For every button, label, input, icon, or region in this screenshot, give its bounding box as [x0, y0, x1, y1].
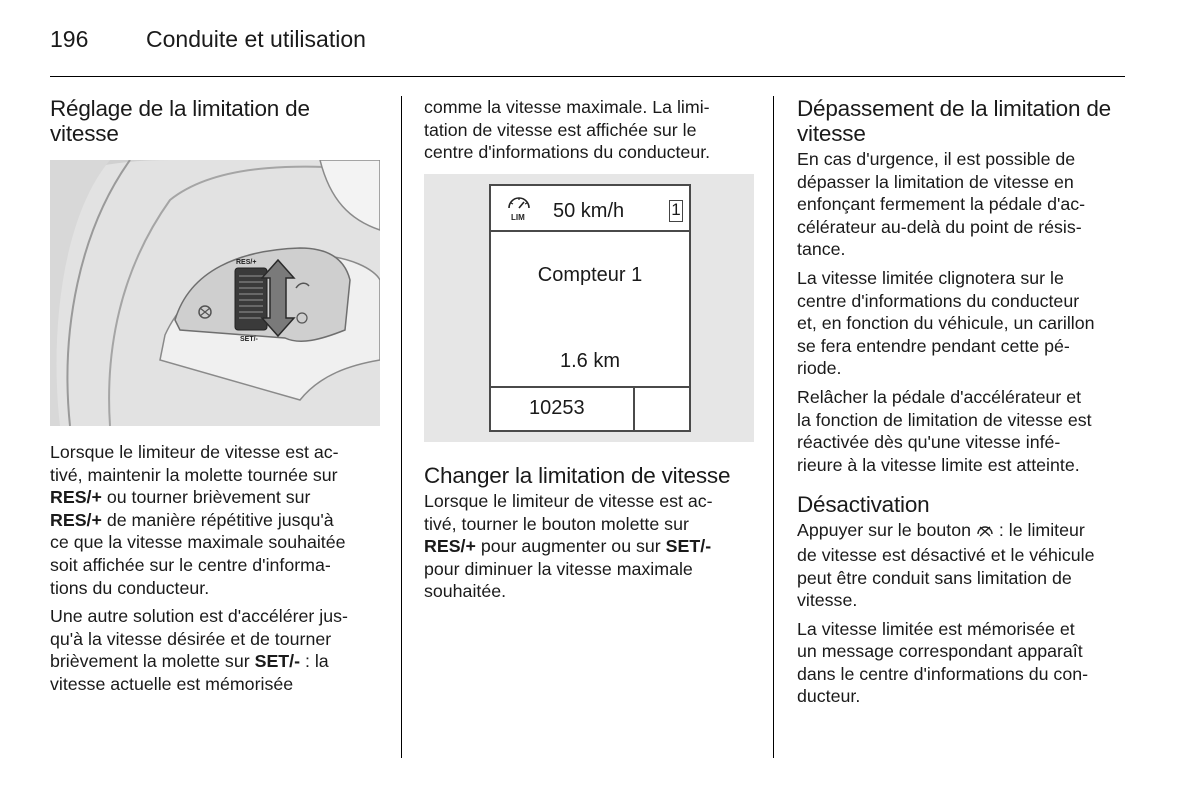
speed-limiter-cancel-icon — [976, 521, 994, 544]
column-divider — [773, 96, 774, 758]
display-bottom-row — [491, 386, 689, 430]
paragraph-text: pour augmenter ou sur — [475, 536, 666, 557]
paragraph: Relâcher la pédale d'accélérateur et la fonction de limitation de vitesse est réactivée dès qu'une vitesse infé- rieure à la vitesse limite est atteinte. — [797, 386, 1092, 475]
display-distance: 1.6 km — [559, 350, 621, 372]
column-2-body — [424, 463, 759, 609]
steering-wheel-illustration — [50, 160, 380, 426]
bold-label: RES/+ — [424, 536, 476, 557]
paragraph — [424, 490, 759, 603]
display-trip-label: Compteur 1 — [537, 264, 643, 286]
paragraph — [50, 605, 385, 695]
paragraph-text: Lorsque le limiteur de vitesse est ac- tivé, maintenir la molette tournée sur — [50, 442, 339, 485]
paragraph — [797, 519, 1127, 611]
paragraph-text: ou tourner brièvement sur — [106, 487, 311, 508]
driver-information-display-illustration — [424, 174, 754, 442]
column-divider — [401, 96, 402, 758]
bold-label: RES/+ — [50, 487, 102, 508]
display-speed: 50 km/h — [553, 200, 625, 222]
display-odometer: 10253 — [529, 397, 585, 419]
display-separator — [633, 388, 635, 430]
paragraph — [50, 441, 385, 599]
column-2 — [424, 96, 754, 170]
paragraph: comme la vitesse maximale. La limi- tation de vitesse est affichée sur le centre d'informations du conducteur. — [424, 97, 711, 163]
paragraph-text: Une autre solution est d'accélérer jus- qu'à la vitesse désirée et de tourner brièvement la molette sur — [50, 606, 348, 672]
section-title-reglage: Réglage de la limitation de vitesse — [50, 96, 310, 146]
chapter-title: Conduite et utilisation — [146, 26, 366, 52]
paragraph: La vitesse limitée est mémorisée et un message correspondant apparaît dans le centre d'informations du con- ducteur. — [797, 618, 1089, 707]
paragraph-text: pour diminuer la vitesse maximale souhaitée. — [424, 558, 693, 602]
display-gear: 1 — [669, 200, 683, 222]
page-header — [50, 26, 366, 56]
paragraph-text: : le limiteur de vitesse est désactivé et le véhicule peut être conduit sans limitation de vitesse. — [797, 520, 1095, 611]
column-1 — [50, 96, 380, 146]
bold-label: SET/- — [254, 651, 301, 672]
paragraph: En cas d'urgence, il est possible de dépasser la limitation de vitesse en enfonçant fermement la pédale d'ac- célérateur au-delà du point de résis- tance. — [797, 149, 1086, 260]
section-title-desactivation: Désactivation — [797, 492, 930, 518]
bold-label: RES/+ — [50, 509, 102, 530]
column-3 — [797, 96, 1127, 714]
section-title-depassement: Dépassement de la limitation de vitesse — [797, 96, 1111, 146]
paragraph-text: Appuyer sur le bouton — [797, 520, 976, 541]
driver-information-display — [489, 184, 691, 432]
speed-limiter-icon — [505, 194, 535, 229]
lim-label: LIM — [511, 213, 525, 222]
header-rule — [50, 76, 1125, 77]
paragraph-text: : la vitesse actuelle est mémorisée — [50, 651, 329, 694]
paragraph: La vitesse limitée clignotera sur le centre d'informations du conducteur et, en fonction du véhicule, un carillon se fera entendre pendant cette pé- riode. — [797, 267, 1095, 379]
page-number: 196 — [50, 26, 89, 52]
wheel-res-label: RES/+ — [236, 259, 257, 266]
wheel-set-label: SET/- — [240, 336, 258, 343]
paragraph-text: de manière répétitive jusqu'à ce que la vitesse maximale souhaitée soit affichée sur le centre d'informa- tions du conducteur. — [50, 509, 346, 598]
bold-label: SET/- — [665, 536, 712, 557]
column-1-body — [50, 441, 385, 702]
paragraph-text: Lorsque le limiteur de vitesse est ac- tivé, tourner le bouton molette sur — [424, 491, 713, 534]
display-top-row — [491, 186, 689, 232]
section-title-changer: Changer la limitation de vitesse — [424, 463, 731, 488]
